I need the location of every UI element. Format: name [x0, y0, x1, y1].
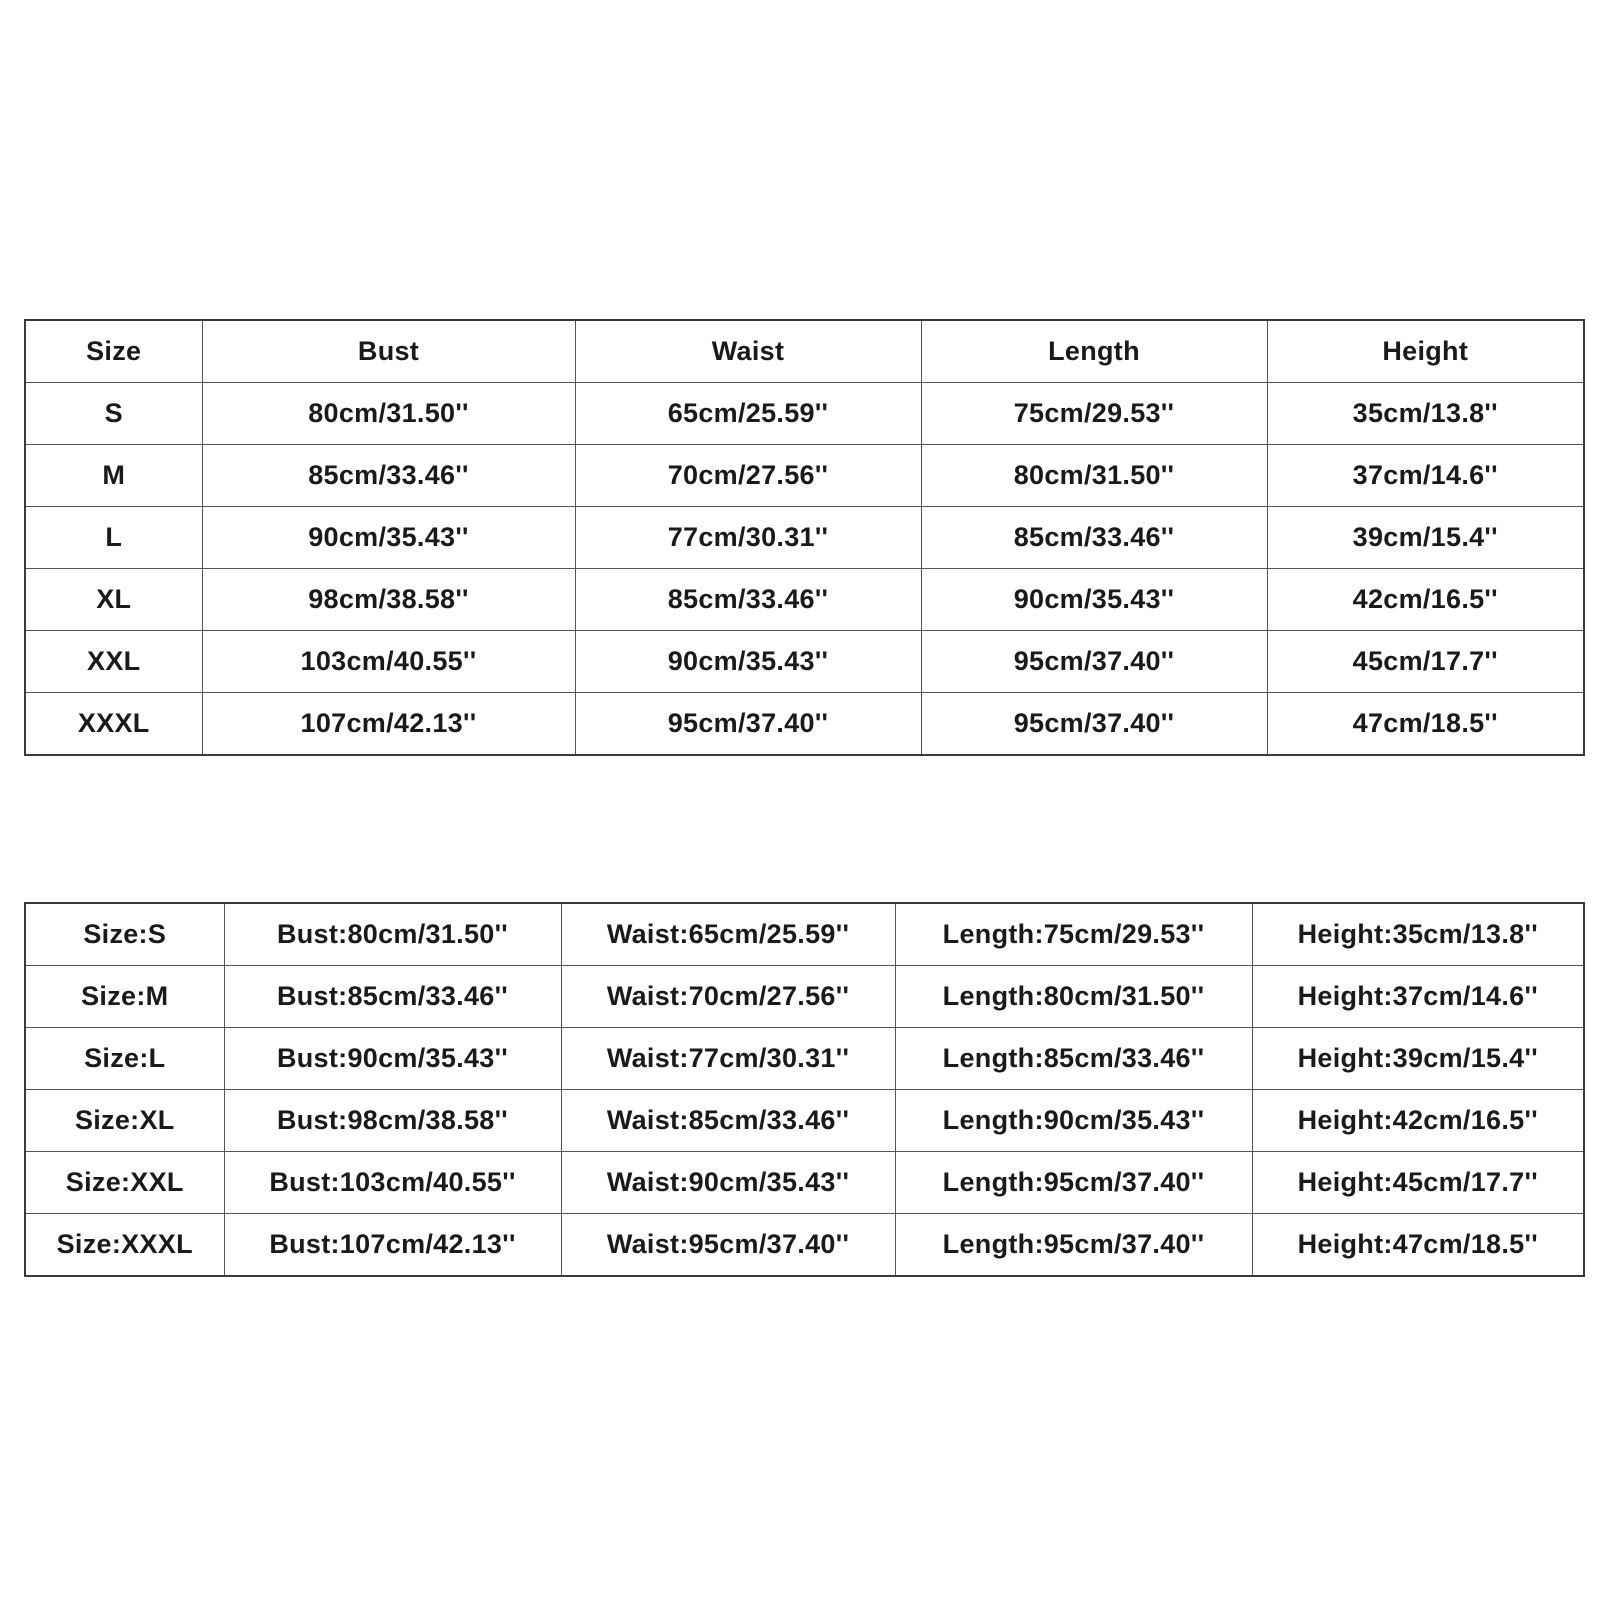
waist-cell: Waist:85cm/33.46'' — [561, 1090, 895, 1152]
length-cell: 90cm/35.43'' — [921, 569, 1267, 631]
size-cell: XXXL — [25, 693, 202, 756]
table-row — [25, 1028, 1584, 1090]
bust-cell: 98cm/38.58'' — [202, 569, 575, 631]
bust-cell: Bust:107cm/42.13'' — [224, 1214, 561, 1277]
length-cell: Length:85cm/33.46'' — [895, 1028, 1252, 1090]
height-cell: Height:47cm/18.5'' — [1252, 1214, 1584, 1277]
length-cell: Length:90cm/35.43'' — [895, 1090, 1252, 1152]
size-cell: L — [25, 507, 202, 569]
column-header-size: Size — [25, 320, 202, 383]
table-row — [25, 1214, 1584, 1277]
bust-cell: 85cm/33.46'' — [202, 445, 575, 507]
waist-cell: Waist:65cm/25.59'' — [561, 903, 895, 966]
size-chart-table — [24, 319, 1585, 756]
height-cell: 42cm/16.5'' — [1267, 569, 1584, 631]
size-cell: Size:XL — [25, 1090, 224, 1152]
size-chart-labeled-table — [24, 902, 1585, 1277]
waist-cell: 90cm/35.43'' — [575, 631, 921, 693]
length-cell: 75cm/29.53'' — [921, 383, 1267, 445]
table-row — [25, 507, 1584, 569]
column-header-waist: Waist — [575, 320, 921, 383]
height-cell: Height:39cm/15.4'' — [1252, 1028, 1584, 1090]
height-cell: Height:45cm/17.7'' — [1252, 1152, 1584, 1214]
table-row — [25, 1152, 1584, 1214]
length-cell: 95cm/37.40'' — [921, 631, 1267, 693]
height-cell: Height:42cm/16.5'' — [1252, 1090, 1584, 1152]
column-header-height: Height — [1267, 320, 1584, 383]
waist-cell: 77cm/30.31'' — [575, 507, 921, 569]
waist-cell: Waist:90cm/35.43'' — [561, 1152, 895, 1214]
bust-cell: 103cm/40.55'' — [202, 631, 575, 693]
table-row — [25, 1090, 1584, 1152]
waist-cell: Waist:77cm/30.31'' — [561, 1028, 895, 1090]
table-row — [25, 631, 1584, 693]
table-row — [25, 569, 1584, 631]
bust-cell: Bust:98cm/38.58'' — [224, 1090, 561, 1152]
height-cell: Height:35cm/13.8'' — [1252, 903, 1584, 966]
waist-cell: 95cm/37.40'' — [575, 693, 921, 756]
length-cell: Length:75cm/29.53'' — [895, 903, 1252, 966]
bust-cell: 90cm/35.43'' — [202, 507, 575, 569]
length-cell: 85cm/33.46'' — [921, 507, 1267, 569]
table-row — [25, 903, 1584, 966]
size-cell: XL — [25, 569, 202, 631]
bust-cell: Bust:80cm/31.50'' — [224, 903, 561, 966]
bust-cell: Bust:90cm/35.43'' — [224, 1028, 561, 1090]
length-cell: Length:95cm/37.40'' — [895, 1214, 1252, 1277]
height-cell: 47cm/18.5'' — [1267, 693, 1584, 756]
height-cell: 45cm/17.7'' — [1267, 631, 1584, 693]
bust-cell: Bust:103cm/40.55'' — [224, 1152, 561, 1214]
bust-cell: Bust:85cm/33.46'' — [224, 966, 561, 1028]
size-cell: XXL — [25, 631, 202, 693]
height-cell: 35cm/13.8'' — [1267, 383, 1584, 445]
column-header-length: Length — [921, 320, 1267, 383]
waist-cell: 85cm/33.46'' — [575, 569, 921, 631]
size-cell: Size:XXXL — [25, 1214, 224, 1277]
table-row — [25, 693, 1584, 756]
length-cell: 80cm/31.50'' — [921, 445, 1267, 507]
height-cell: Height:37cm/14.6'' — [1252, 966, 1584, 1028]
waist-cell: Waist:70cm/27.56'' — [561, 966, 895, 1028]
waist-cell: Waist:95cm/37.40'' — [561, 1214, 895, 1277]
length-cell: 95cm/37.40'' — [921, 693, 1267, 756]
size-cell: Size:XXL — [25, 1152, 224, 1214]
table-row — [25, 966, 1584, 1028]
height-cell: 39cm/15.4'' — [1267, 507, 1584, 569]
size-cell: M — [25, 445, 202, 507]
bust-cell: 80cm/31.50'' — [202, 383, 575, 445]
table-row — [25, 383, 1584, 445]
size-cell: Size:L — [25, 1028, 224, 1090]
bust-cell: 107cm/42.13'' — [202, 693, 575, 756]
height-cell: 37cm/14.6'' — [1267, 445, 1584, 507]
waist-cell: 70cm/27.56'' — [575, 445, 921, 507]
length-cell: Length:95cm/37.40'' — [895, 1152, 1252, 1214]
table-header-row — [25, 320, 1584, 383]
table-row — [25, 445, 1584, 507]
length-cell: Length:80cm/31.50'' — [895, 966, 1252, 1028]
size-cell: S — [25, 383, 202, 445]
waist-cell: 65cm/25.59'' — [575, 383, 921, 445]
size-cell: Size:M — [25, 966, 224, 1028]
size-cell: Size:S — [25, 903, 224, 966]
column-header-bust: Bust — [202, 320, 575, 383]
